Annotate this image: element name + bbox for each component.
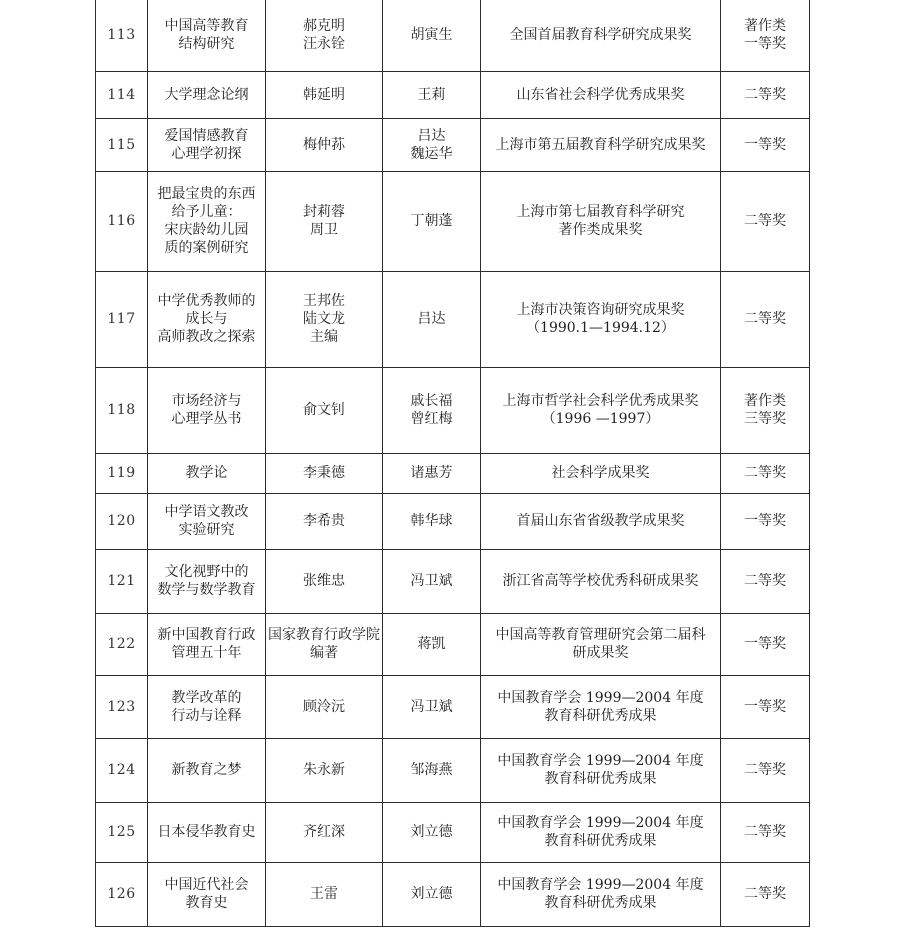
cell-award-line: （1990.1—1994.12）	[526, 320, 675, 336]
cell-recommender	[383, 549, 481, 613]
cell-award	[481, 71, 721, 118]
cell-title-line: 中国高等教育	[164, 18, 249, 35]
cell-recommender	[383, 802, 481, 862]
cell-recommender	[383, 271, 481, 367]
cell-recommender	[383, 118, 481, 171]
cell-author-line: 梅仲荪	[303, 136, 345, 153]
cell-title-line: 新教育之梦	[171, 762, 242, 778]
cell-award-line: 中国教育学会 1999—2004 年度	[497, 815, 704, 831]
cell-title-line: 中国近代社会	[164, 877, 249, 893]
cell-grade-line: 二等奖	[744, 213, 786, 229]
cell-grade	[721, 549, 810, 613]
table-row	[96, 0, 810, 71]
cell-number: 113	[96, 0, 148, 71]
cell-title	[148, 549, 266, 613]
cell-grade-line: 三等奖	[744, 411, 786, 427]
cell-number: 114	[96, 71, 148, 118]
cell-title	[148, 802, 266, 862]
cell-grade-line: 二等奖	[744, 311, 786, 327]
cell-recommender-line: 冯卫斌	[410, 698, 453, 715]
cell-award-line: 中国教育学会 1999—2004 年度	[497, 877, 704, 893]
cell-title	[148, 613, 266, 675]
cell-recommender-line: 冯卫斌	[410, 573, 453, 589]
table-row	[96, 118, 810, 171]
table-row	[96, 549, 810, 613]
cell-author-line: 汪永铨	[303, 36, 345, 53]
cell-recommender	[383, 613, 481, 675]
cell-author-line: 封莉蓉	[303, 204, 345, 220]
cell-grade	[721, 738, 810, 802]
cell-author-line: 张维忠	[303, 573, 345, 589]
cell-award-line: 中国高等教育管理研究会第二届科	[495, 627, 706, 643]
cell-title-line: 新中国教育行政	[157, 627, 256, 643]
cell-author	[266, 613, 383, 675]
cell-title	[148, 493, 266, 549]
cell-author	[266, 738, 383, 802]
cell-grade	[721, 862, 810, 926]
cell-grade-line: 一等奖	[744, 36, 786, 53]
cell-title-line: 爱国情感教育	[164, 127, 249, 144]
table-row	[96, 613, 810, 675]
cell-title	[148, 675, 266, 738]
cell-author-line: 朱永新	[303, 762, 345, 778]
cell-number: 119	[96, 453, 148, 493]
cell-title-line: 管理五十年	[171, 645, 242, 661]
cell-grade	[721, 118, 810, 171]
cell-grade-line: 一等奖	[744, 136, 786, 153]
cell-recommender-line: 胡寅生	[410, 27, 453, 44]
cell-author-line: 主编	[310, 329, 338, 345]
table-row	[96, 171, 810, 271]
cell-award-line: 研成果奖	[572, 645, 629, 661]
cell-title-line: 中学语文教改	[164, 504, 249, 520]
cell-title	[148, 862, 266, 926]
cell-award-line: 上海市决策咨询研究成果奖	[516, 302, 685, 318]
cell-award	[481, 0, 721, 71]
cell-author	[266, 549, 383, 613]
table-row	[96, 802, 810, 862]
cell-author	[266, 675, 383, 738]
cell-title-line: 大学理念论纲	[164, 86, 249, 103]
cell-author	[266, 171, 383, 271]
cell-author	[266, 0, 383, 71]
cell-number: 121	[96, 549, 148, 613]
cell-recommender-line: 王莉	[417, 86, 446, 103]
cell-award-line: 中国教育学会 1999—2004 年度	[497, 689, 704, 706]
cell-author	[266, 802, 383, 862]
cell-author-line: 郝克明	[303, 18, 345, 35]
cell-author	[266, 862, 383, 926]
cell-title	[148, 171, 266, 271]
cell-award	[481, 493, 721, 549]
cell-grade-line: 二等奖	[744, 824, 786, 840]
cell-recommender-line: 戚长福	[410, 393, 453, 409]
table-row	[96, 862, 810, 926]
cell-title	[148, 271, 266, 367]
cell-title	[148, 0, 266, 71]
cell-grade	[721, 453, 810, 493]
cell-recommender	[383, 367, 481, 453]
table-row	[96, 675, 810, 738]
cell-grade-line: 一等奖	[744, 698, 786, 715]
cell-award-line: 社会科学成果奖	[551, 465, 650, 481]
cell-grade-line: 二等奖	[744, 762, 786, 778]
cell-grade	[721, 0, 810, 71]
cell-award	[481, 453, 721, 493]
cell-recommender-line: 刘立德	[410, 824, 453, 840]
cell-title-line: 文化视野中的	[164, 564, 249, 580]
cell-number: 117	[96, 271, 148, 367]
table-row	[96, 453, 810, 493]
table-row	[96, 271, 810, 367]
cell-award-line: 著作类成果奖	[558, 222, 643, 238]
cell-title	[148, 71, 266, 118]
cell-award	[481, 613, 721, 675]
cell-title-line: 教学论	[185, 465, 228, 481]
cell-award-line: 全国首届教育科学研究成果奖	[509, 27, 692, 44]
cell-title-line: 实验研究	[178, 522, 235, 538]
cell-award-line: （1996 —1997）	[541, 411, 660, 427]
cell-recommender-line: 韩华球	[410, 513, 453, 529]
cell-award	[481, 171, 721, 271]
cell-author	[266, 71, 383, 118]
cell-recommender	[383, 71, 481, 118]
cell-title-line: 中学优秀教师的	[157, 293, 256, 309]
cell-recommender	[383, 171, 481, 271]
cell-number: 124	[96, 738, 148, 802]
cell-recommender-line: 魏运华	[410, 145, 453, 162]
cell-author-line: 韩延明	[303, 86, 345, 103]
cell-grade-line: 一等奖	[744, 513, 786, 529]
cell-recommender-line: 刘立德	[410, 886, 453, 902]
cell-title-line: 高师教改之探索	[157, 329, 256, 345]
cell-number: 118	[96, 367, 148, 453]
cell-award-line: 山东省社会科学优秀成果奖	[516, 86, 685, 103]
cell-author	[266, 118, 383, 171]
cell-title	[148, 738, 266, 802]
cell-number: 125	[96, 802, 148, 862]
cell-award-line: 上海市哲学社会科学优秀成果奖	[502, 393, 699, 409]
table-row	[96, 71, 810, 118]
cell-title-line: 给予儿童：	[171, 204, 242, 220]
cell-award	[481, 675, 721, 738]
cell-author-line: 李希贵	[303, 513, 345, 529]
cell-recommender-line: 蒋凯	[417, 636, 446, 652]
cell-award-line: 上海市第五届教育科学研究成果奖	[495, 136, 706, 153]
cell-award	[481, 862, 721, 926]
cell-number: 122	[96, 613, 148, 675]
cell-title-line: 行动与诠释	[171, 707, 242, 724]
cell-award-line: 浙江省高等学校优秀科研成果奖	[502, 573, 699, 589]
cell-award-line: 上海市第七届教育科学研究	[516, 204, 685, 220]
cell-recommender	[383, 493, 481, 549]
cell-author	[266, 271, 383, 367]
cell-grade	[721, 675, 810, 738]
cell-award-line: 教育科研优秀成果	[544, 833, 657, 849]
cell-title-line: 宋庆龄幼儿园	[164, 222, 249, 238]
cell-author-line: 国家教育行政学院	[268, 627, 380, 643]
cell-author-line: 顾泠沅	[303, 698, 345, 715]
cell-title-line: 数学与数学教育	[157, 582, 256, 598]
cell-recommender	[383, 675, 481, 738]
cell-award-line: 教育科研优秀成果	[544, 707, 657, 724]
cell-grade-line: 著作类	[744, 393, 786, 409]
cell-recommender	[383, 738, 481, 802]
cell-award-line: 教育科研优秀成果	[544, 895, 657, 911]
cell-author-line: 王雷	[310, 886, 338, 902]
awards-table	[95, 0, 810, 927]
cell-title-line: 日本侵华教育史	[157, 824, 256, 840]
cell-grade-line: 二等奖	[744, 573, 786, 589]
cell-title	[148, 367, 266, 453]
cell-author-line: 周卫	[310, 222, 338, 238]
cell-author-line: 编著	[310, 645, 338, 661]
cell-title-line: 市场经济与	[171, 393, 242, 409]
cell-grade-line: 一等奖	[744, 636, 786, 652]
cell-recommender-line: 丁朝蓬	[410, 213, 453, 229]
cell-grade-line: 著作类	[744, 18, 786, 35]
cell-award-line: 教育科研优秀成果	[544, 771, 657, 787]
cell-title-line: 成长与	[185, 311, 228, 327]
cell-grade	[721, 271, 810, 367]
cell-author-line: 陆文龙	[303, 311, 345, 327]
cell-title	[148, 118, 266, 171]
cell-title	[148, 453, 266, 493]
cell-award	[481, 738, 721, 802]
cell-grade	[721, 171, 810, 271]
cell-author-line: 王邦佐	[303, 293, 345, 309]
cell-recommender	[383, 453, 481, 493]
cell-recommender-line: 吕达	[417, 127, 446, 144]
cell-grade	[721, 367, 810, 453]
cell-recommender-line: 吕达	[417, 311, 446, 327]
cell-title-line: 心理学丛书	[171, 411, 242, 427]
cell-grade-line: 二等奖	[744, 86, 786, 103]
cell-title-line: 质的案例研究	[164, 240, 249, 256]
cell-title-line: 心理学初探	[171, 145, 242, 162]
cell-number: 116	[96, 171, 148, 271]
awards-table-body	[96, 0, 810, 926]
cell-recommender	[383, 862, 481, 926]
cell-author-line: 俞文钊	[303, 402, 345, 418]
cell-grade-line: 二等奖	[744, 886, 786, 902]
cell-number: 126	[96, 862, 148, 926]
cell-number: 120	[96, 493, 148, 549]
table-row	[96, 493, 810, 549]
table-row	[96, 738, 810, 802]
cell-title-line: 把最宝贵的东西	[157, 186, 256, 202]
cell-title-line: 结构研究	[178, 36, 235, 53]
cell-recommender	[383, 0, 481, 71]
cell-author	[266, 367, 383, 453]
cell-recommender-line: 诸惠芳	[410, 465, 453, 481]
cell-grade-line: 二等奖	[744, 465, 786, 481]
cell-grade	[721, 71, 810, 118]
cell-author-line: 齐红深	[303, 824, 345, 840]
cell-award-line: 中国教育学会 1999—2004 年度	[497, 753, 704, 769]
cell-author	[266, 493, 383, 549]
cell-award	[481, 549, 721, 613]
cell-recommender-line: 邹海燕	[410, 762, 453, 778]
cell-award	[481, 802, 721, 862]
table-row	[96, 367, 810, 453]
cell-title-line: 教育史	[185, 895, 228, 911]
cell-award	[481, 367, 721, 453]
cell-award	[481, 118, 721, 171]
cell-number: 115	[96, 118, 148, 171]
cell-number: 123	[96, 675, 148, 738]
cell-grade	[721, 613, 810, 675]
cell-grade	[721, 802, 810, 862]
cell-recommender-line: 曾红梅	[410, 411, 453, 427]
cell-title-line: 教学改革的	[171, 689, 242, 706]
cell-award-line: 首届山东省省级教学成果奖	[516, 513, 685, 529]
cell-grade	[721, 493, 810, 549]
cell-author	[266, 453, 383, 493]
cell-author-line: 李秉德	[303, 465, 345, 481]
cell-award	[481, 271, 721, 367]
